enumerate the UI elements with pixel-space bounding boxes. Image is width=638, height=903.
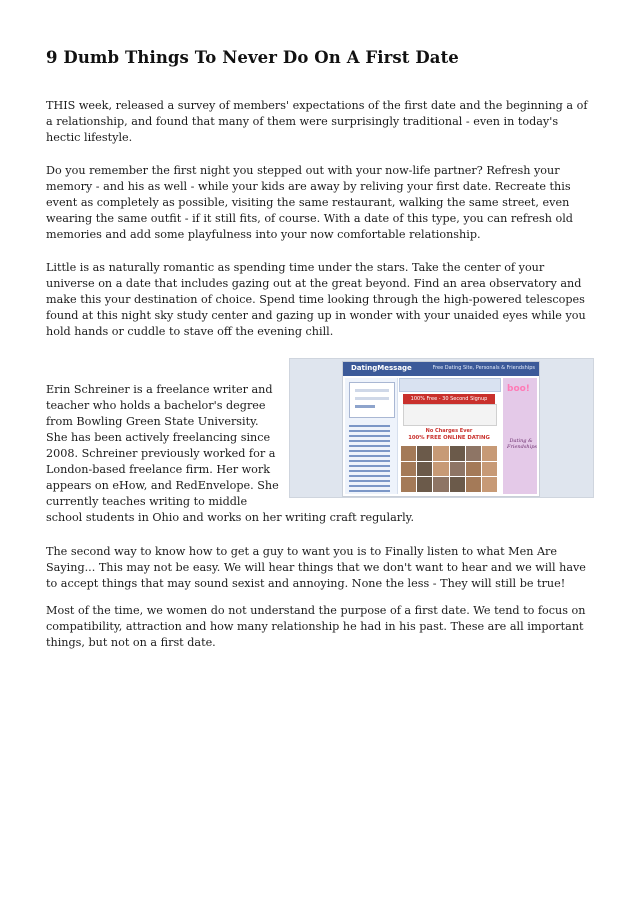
site-window (342, 361, 540, 497)
site-sidebar (345, 378, 398, 494)
free-online-dating-text: 100% FREE ONLINE DATING (408, 435, 490, 441)
site-links (349, 422, 395, 495)
site-main (399, 378, 499, 494)
site-logo: DatingMessage (351, 364, 412, 372)
paragraph-4: The second way to know how to get a guy to want you is to Finally listen to what Men Are Saying... This may not be easy. We will hear things that we don't want to hear and we will have to accept things that may sound sexist and annoying. None the less - They will still be true! (46, 545, 586, 590)
site-slogan: Free Dating Site, Personals & Friendships (432, 365, 535, 371)
member-photos (401, 446, 497, 492)
signup-form (403, 404, 497, 426)
author-section (46, 358, 594, 526)
boo-logo: boo! (507, 384, 530, 394)
ad-text: Dating & Friendships (507, 438, 537, 450)
paragraph-5: Most of the time, we women do not understand the purpose of a first date. We tend to focus on compatibility, attraction and how many relationship he had in his past. These are all important things, but not on a first date. (46, 604, 586, 649)
site-ad-column (503, 378, 537, 494)
site-search-bar (399, 378, 501, 392)
free-signup-banner: 100% Free - 30 Second Signup (403, 394, 495, 404)
paragraph-3: Little is as naturally romantic as spending time under the stars. Take the center of your universe on a date that includes gazing out at the great beyond. Find an area observatory and make this your destination of choice. Spend time looking through the high-powered telescopes found at this night sky study center and gazing up in wonder with your unaided eyes while you hold hands or cuddle to stave off the evening chill. (46, 261, 586, 338)
paragraph-1: THIS week, released a survey of members' expectations of the first date and the beginning a of a relationship, and found that many of them were surprisingly traditional - even in today's hectic lifestyle. (46, 99, 588, 144)
dating-site-screenshot (289, 358, 594, 498)
no-charges-text: No Charges Ever (425, 428, 473, 434)
paragraph-2: Do you remember the first night you stepped out with your now-life partner? Refresh your memory - and his as well - while your kids are away by reliving your first date. Recreate this event as completely as possible, visiting the same restaurant, walking the same street, even wearing the same outfit - if it still fits, of course. With a date of this type, you can refresh old memories and add some playfulness into your now comfortable relationship. (46, 164, 573, 241)
site-header (343, 362, 539, 376)
login-box (349, 382, 395, 418)
page-title: 9 Dumb Things To Never Do On A First Date (46, 48, 459, 67)
author-bio: Erin Schreiner is a freelance writer and teacher who holds a bachelor's degree from Bowling Green State University. She has been actively freelancing since 2008. Schreiner previously worked for a London-based freelance firm. Her work appears on eHow, and RedEnvelope. She currently teaches writing to middle school students in Ohio and works on her writing craft regularly. (46, 383, 415, 524)
